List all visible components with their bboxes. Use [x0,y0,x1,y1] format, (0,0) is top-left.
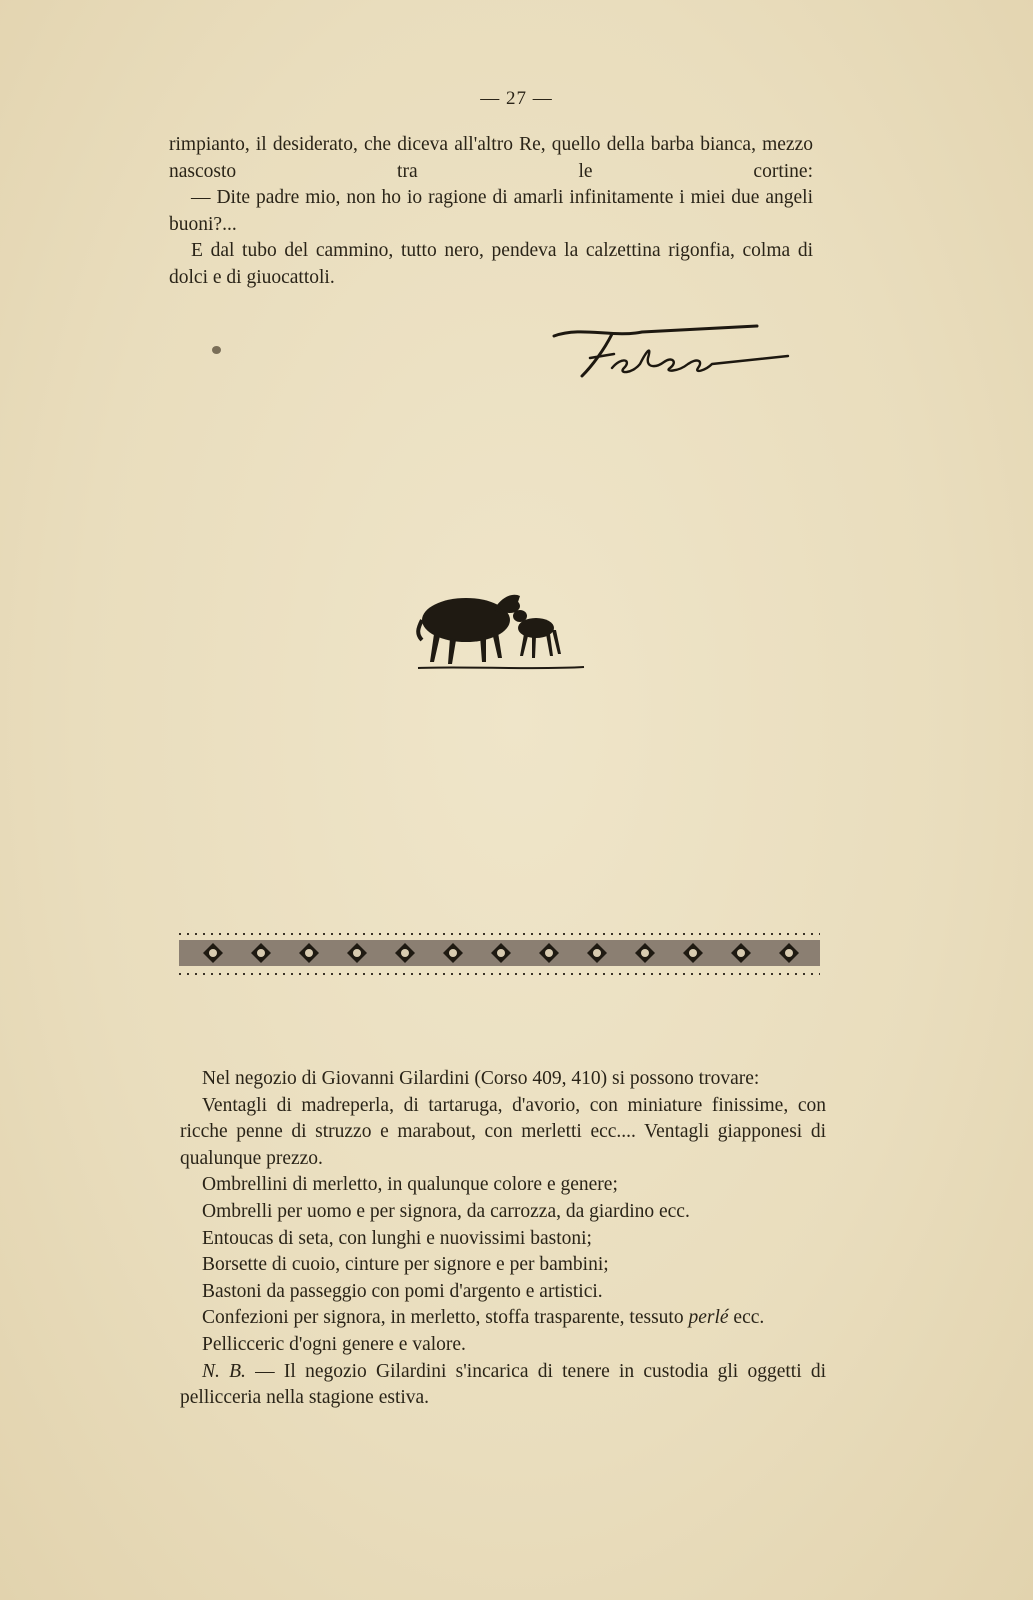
ad-item-pellicce: Pellicceric d'ogni genere e valore. [202,1333,466,1355]
ad-item: Borsette di cuoio, cinture per signore e per bambini; [202,1254,609,1276]
ad-nota-bene [180,1359,826,1412]
story-paragraph: — Dite padre mio, non ho io ragione di amarli infinitamente i miei due angeli buoni?... [169,187,813,235]
ad-item: Ombrelli per uomo e per signora, da carrozza, da giardino ecc. [202,1200,690,1222]
ornamental-border [179,930,820,980]
ad-item: Bastoni da passeggio con pomi d'argento e artistici. [202,1280,603,1302]
advertisement-text [180,1066,826,1412]
ad-item: Entoucas di seta, con lunghi e nuovissimi bastoni; [202,1227,592,1249]
confezioni-text: Confezioni per signora, in merletto, stoffa trasparente, tessuto [202,1307,684,1329]
story-text [169,132,813,291]
ad-item-confezioni [180,1305,826,1332]
nb-label: N. B. [202,1360,246,1382]
ad-item: Ventagli di madreperla, di tartaruga, d'avorio, con miniature finissime, con ricche penne di struzzo e marabout, con merletti ecc.... Ventagli giapponesi di qualunque prezzo. [180,1094,826,1169]
story-paragraph: rimpianto, il desiderato, che diceva all'altro Re, quello della barba bianca, mezzo nascosto tra le cortine: [169,134,813,182]
page-number: — 27 — [480,88,553,109]
ink-spot [212,346,221,354]
confezioni-emphasis: perlé [688,1307,729,1329]
ad-intro: Nel negozio di Giovanni Gilardini (Corso 409, 410) si possono trovare: [202,1068,760,1089]
nb-text: — Il negozio Gilardini s'incarica di tenere in custodia gli oggetti di pellicceria nella stagione estiva. [180,1360,827,1409]
signature [552,322,812,392]
sheep-and-lamb-illustration [414,588,590,674]
ad-item: Ombrellini di merletto, in qualunque colore e genere; [202,1174,618,1196]
confezioni-end: ecc. [733,1307,765,1329]
story-paragraph: E dal tubo del cammino, tutto nero, pendeva la calzettina rigonfia, colma di dolci e di giuocattoli. [169,240,813,288]
